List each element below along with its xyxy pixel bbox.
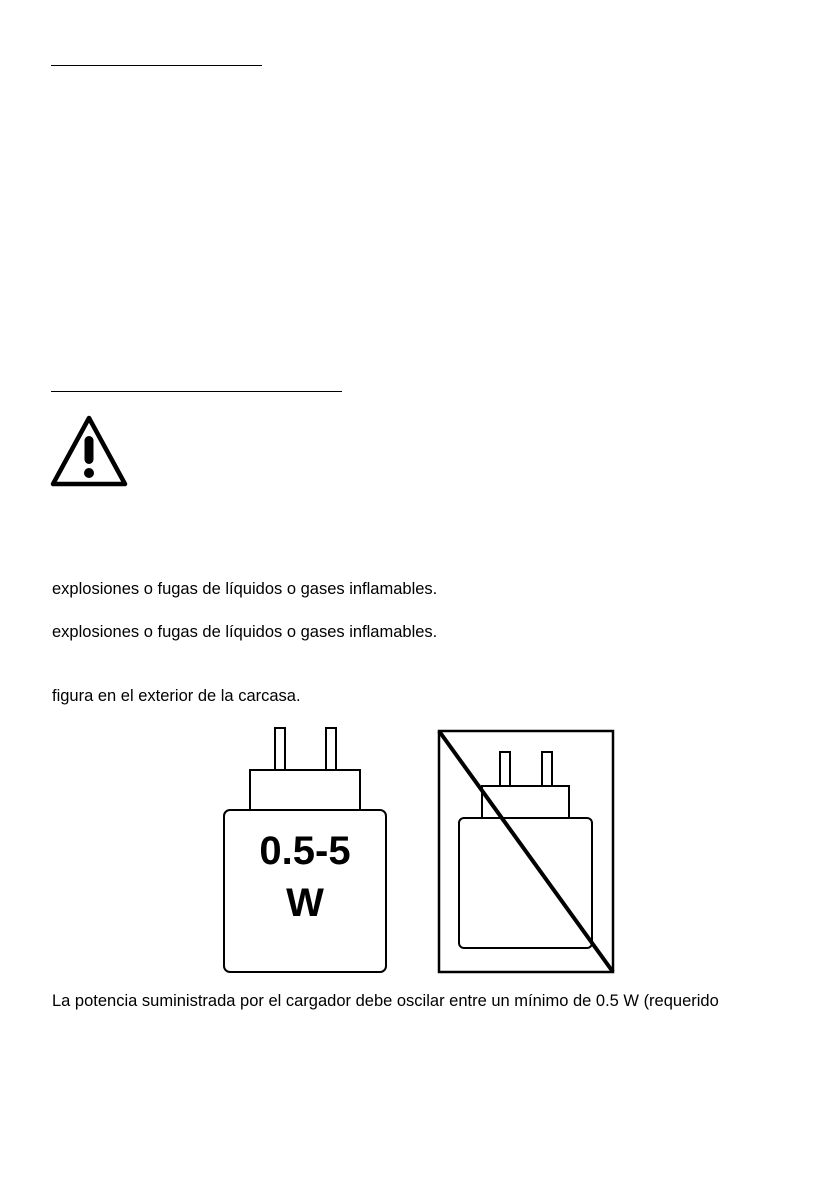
divider-top (51, 65, 262, 66)
body-text-line-3: figura en el exterior de la carcasa. (52, 687, 301, 705)
body-text-line-4: La potencia suministrada por el cargador debe oscilar entre un mínimo de 0.5 W (requerido (52, 992, 719, 1010)
warning-triangle-icon (50, 414, 128, 488)
charger-power-range: 0.5-5 (259, 829, 351, 873)
divider-middle (51, 391, 342, 392)
body-text-line-1: explosiones o fugas de líquidos o gases inflamables. (52, 580, 438, 598)
charger-power-unit: W (286, 881, 324, 925)
body-text-line-2: explosiones o fugas de líquidos o gases inflamables. (52, 623, 438, 641)
charger-crossed-out-icon (439, 731, 613, 972)
charger-figure (215, 720, 625, 980)
cross-out-line (439, 731, 613, 972)
charger-allowed-icon (224, 728, 386, 972)
